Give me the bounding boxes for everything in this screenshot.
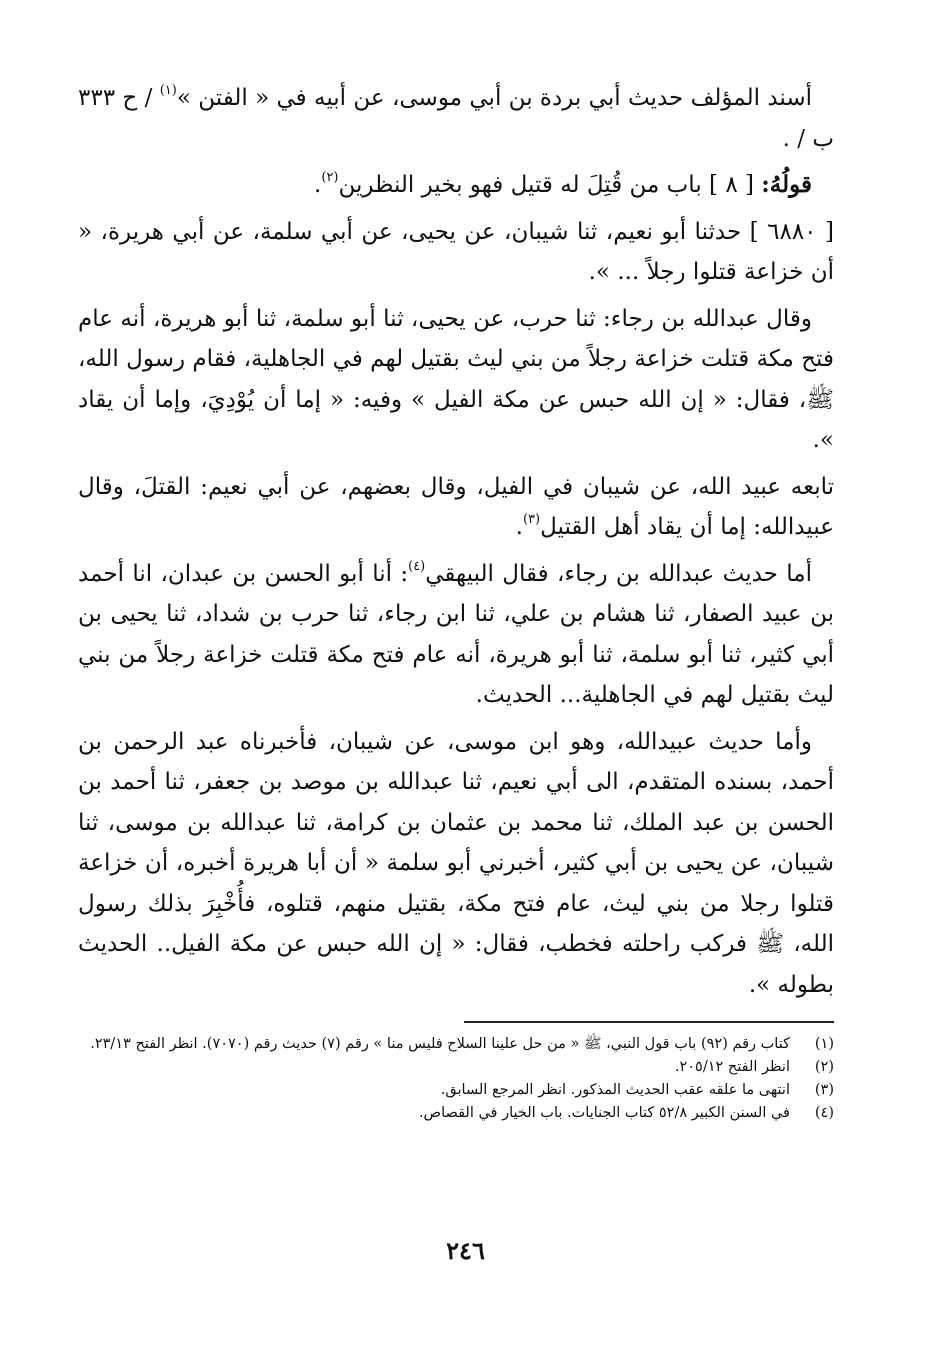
page-body xyxy=(78,78,834,1125)
paragraph-4 xyxy=(78,299,834,461)
paragraph-tail: . xyxy=(515,514,523,540)
paragraph-text: [ ٦٨٨٠ ] حدثنا أبو نعيم، ثنا شيبان، عن يحيى، عن أبي سلمة، عن أبي هريرة، « أن خزاعة قتلوا رجلاً ... ». xyxy=(78,218,834,285)
paragraph-lead: قولُهُ: xyxy=(761,171,812,198)
paragraph-1 xyxy=(78,78,834,159)
paragraph-tail: / ح ٣٣٣ ب / . xyxy=(78,85,834,152)
paragraph-text: [ ٨ ] باب من قُتِلَ له قتيل فهو بخير النظرين xyxy=(338,172,762,198)
paragraph-tail: : أنا أبو الحسن بن عبدان، انا أحمد بن عبيد الصفار، ثنا هشام بن علي، ثنا ابن رجاء، ثنا حرب بن شداد، ثنا يحيى بن أبي كثير، ثنا أبو سلمة، ثنا أبو هريرة، أنه عام فتح مكة قتلت خزاعة رجلاً من بني ليث بقتيل لهم في الجاهلية... الحديث. xyxy=(78,560,834,708)
footnote-ref[interactable]: (١) xyxy=(159,83,177,99)
paragraph-text: وقال عبدالله بن رجاء: ثنا حرب، عن يحيى، ثنا أبو سلمة، ثنا أبو هريرة، أنه عام فتح مكة قتلت خزاعة رجلاً من بني ليث بقتيل لهم في الجاهلية، فقام رسول الله، ﷺ، فقال: « إن الله حبس عن مكة الفيل » وفيه: « إما أن يُوْدِيَ، وإما أن يقاد ». xyxy=(78,305,834,453)
footnote-item xyxy=(78,1033,834,1056)
footnote-number: (١) xyxy=(814,1036,834,1052)
footnote-text: في السنن الكبير ٥٢/٨ كتاب الجنايات. باب الخيار في القصاص. xyxy=(418,1105,790,1121)
footnote-text: انتهى ما علقه عقب الحديث المذكور. انظر المرجع السابق. xyxy=(440,1082,790,1098)
footnote-number: (٤) xyxy=(814,1105,834,1121)
paragraph-text: وأما حديث عبيدالله، وهو ابن موسى، عن شيبان، فأخبرناه عبد الرحمن بن أحمد، بسنده المتقدم، الى أبي نعيم، ثنا عبدالله بن موصد بن جعفر، ثنا أحمد بن الحسن بن عبد الملك، ثنا محمد بن عثمان بن كرامة، ثنا عبدالله بن موسى، ثنا شيبان، عن يحيى بن أبي كثير، أخبرني أبو سلمة « أن أبا هريرة أخبره، أن خزاعة قتلوا رجلا من بني ليث، عام فتح مكة، بقتيل منهم، قتلوه، فأُخْبِرَ بذلك رسول الله، ﷺ فركب راحلته فخطب، فقال: « إن الله حبس عن مكة الفيل.. الحديث بطوله ». xyxy=(78,728,834,998)
footnote-number: (٣) xyxy=(814,1082,834,1098)
footnotes xyxy=(78,1033,834,1125)
paragraph-5 xyxy=(78,467,834,548)
footnote-item xyxy=(78,1079,834,1102)
paragraph-3 xyxy=(78,212,834,293)
footnote-text: كتاب رقم (٩٢) باب قول النبي، ﷺ « من حل علينا السلاح فليس منا » رقم (٧) حديث رقم (٧٠٧٠). انظر الفتح ٢٣/١٣. xyxy=(90,1036,790,1052)
footnote-item xyxy=(78,1056,834,1079)
footnote-divider xyxy=(464,1021,834,1023)
footnote-item xyxy=(78,1102,834,1125)
footnote-number: (٢) xyxy=(814,1059,834,1075)
paragraph-text: أما حديث عبدالله بن رجاء، فقال البيهقي xyxy=(425,560,812,587)
paragraph-tail: . xyxy=(314,172,322,198)
paragraph-2 xyxy=(78,165,834,206)
footnote-text: انظر الفتح ٢٠٥/١٢. xyxy=(674,1059,790,1075)
page-number: ٢٤٦ xyxy=(446,1236,485,1265)
paragraph-text: أسند المؤلف حديث أبي بردة بن أبي موسى، عن أبيه في « الفتن » xyxy=(176,85,812,111)
footnote-ref[interactable]: (٣) xyxy=(522,512,541,528)
footnote-ref[interactable]: (٢) xyxy=(321,170,339,186)
paragraph-6 xyxy=(78,554,834,716)
paragraph-7 xyxy=(78,722,834,1006)
paragraph-text: تابعه عبيد الله، عن شيبان في الفيل، وقال بعضهم، عن أبي نعيم: القتلَ، وقال عبيدالله: إما أن يقاد أهل القتيل xyxy=(78,473,834,540)
footnote-ref[interactable]: (٤) xyxy=(408,558,426,574)
